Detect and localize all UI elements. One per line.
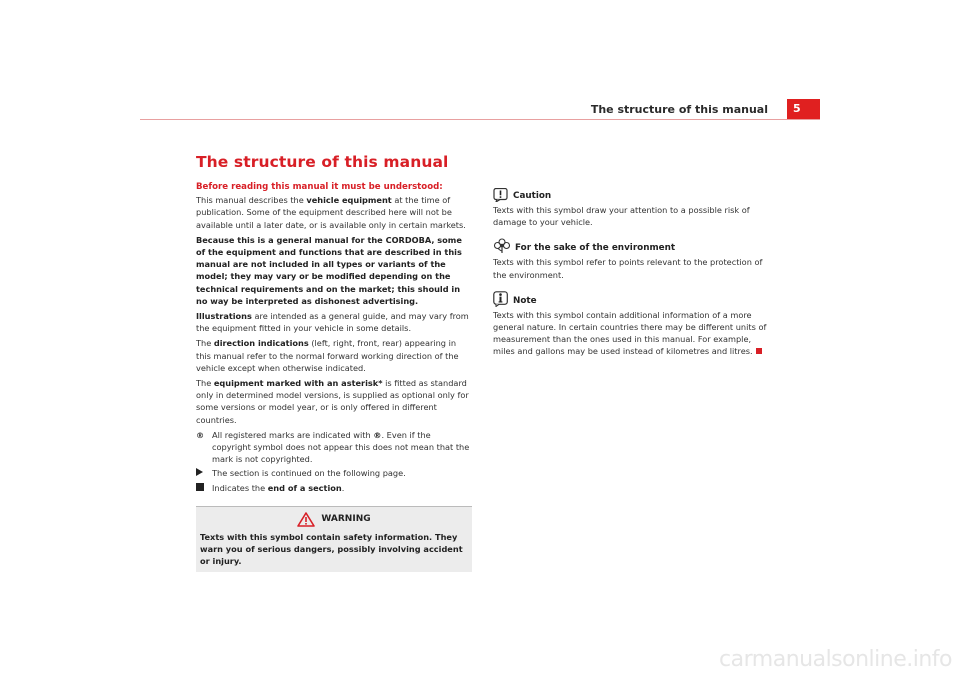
continued-row: The section is continued on the following page. <box>196 467 472 479</box>
intro-subheading: Before reading this manual it must be understood: <box>196 182 443 192</box>
end-of-section-icon <box>196 483 204 491</box>
paragraph-equipment: This manual describes the vehicle equipment at the time of publication. Some of the equipment described here will not be available until a later date, or is available only in certain markets. <box>196 195 466 230</box>
note-text: Texts with this symbol contain additional information of a more general nature. In certain countries there may be different units of measurement than the ones used in this manual. For example, miles and gallons may be used instead of kilometres and litres. <box>493 309 767 357</box>
caution-text: Texts with this symbol draw your attention to a possible risk of damage to your vehicle. <box>493 205 750 228</box>
paragraph-asterisk: The equipment marked with an asterisk* is fitted as standard only in determined model versions, is supplied as optional only for some versions or model year, or is only offered in different countries. <box>196 378 469 425</box>
environment-label: For the sake of the environment <box>515 243 676 254</box>
registered-mark-row: ® All registered marks are indicated with ®. Even if the copyright symbol does not appear this does not mean that the mark is not copyrighted. <box>196 429 470 465</box>
caution-icon <box>493 188 509 202</box>
environment-section <box>493 238 773 280</box>
note-section <box>493 291 773 358</box>
warning-box <box>196 506 472 572</box>
note-info-icon <box>493 291 509 307</box>
warning-triangle-icon <box>297 512 315 527</box>
note-label: Note <box>513 295 537 306</box>
page-title: The structure of this manual <box>196 153 449 171</box>
paragraph-general-manual: Because this is a general manual for the CORDOBA, some of the equipment and functions that are described in this manual are not included in all types or variants of the model; they may vary or be modified depending on the technical requirements and on the market; this should in no way be interpreted as dishonest advertising. <box>196 234 462 306</box>
warning-text: Texts with this symbol contain safety information. They warn you of serious dangers, possibly involving accident or injury. <box>200 531 463 566</box>
environment-text: Texts with this symbol refer to points relevant to the protection of the environment. <box>493 257 763 280</box>
caution-section <box>493 188 773 228</box>
running-header-title: The structure of this manual <box>590 103 768 116</box>
left-column <box>196 181 472 572</box>
end-of-section-icon <box>756 348 762 354</box>
paragraph-directions: The direction indications (left, right, front, rear) appearing in this manual refer to the normal forward working direction of the vehicle except when otherwise indicated. <box>196 338 459 373</box>
end-of-section-row: Indicates the end of a section. <box>196 482 472 494</box>
paragraph-illustrations: Illustrations are intended as a general guide, and may vary from the equipment fitted in your vehicle in some details. <box>196 311 469 334</box>
caution-label: Caution <box>513 190 552 201</box>
watermark-logo: carmanualsonline.info <box>719 647 952 672</box>
warning-label: WARNING <box>321 514 371 525</box>
right-column <box>493 188 773 368</box>
environment-flower-icon <box>493 238 511 254</box>
registered-mark-icon: ® <box>196 429 205 440</box>
header-rule <box>140 119 820 120</box>
continue-arrow-icon <box>196 468 203 476</box>
page-number-badge: 5 <box>787 99 820 119</box>
